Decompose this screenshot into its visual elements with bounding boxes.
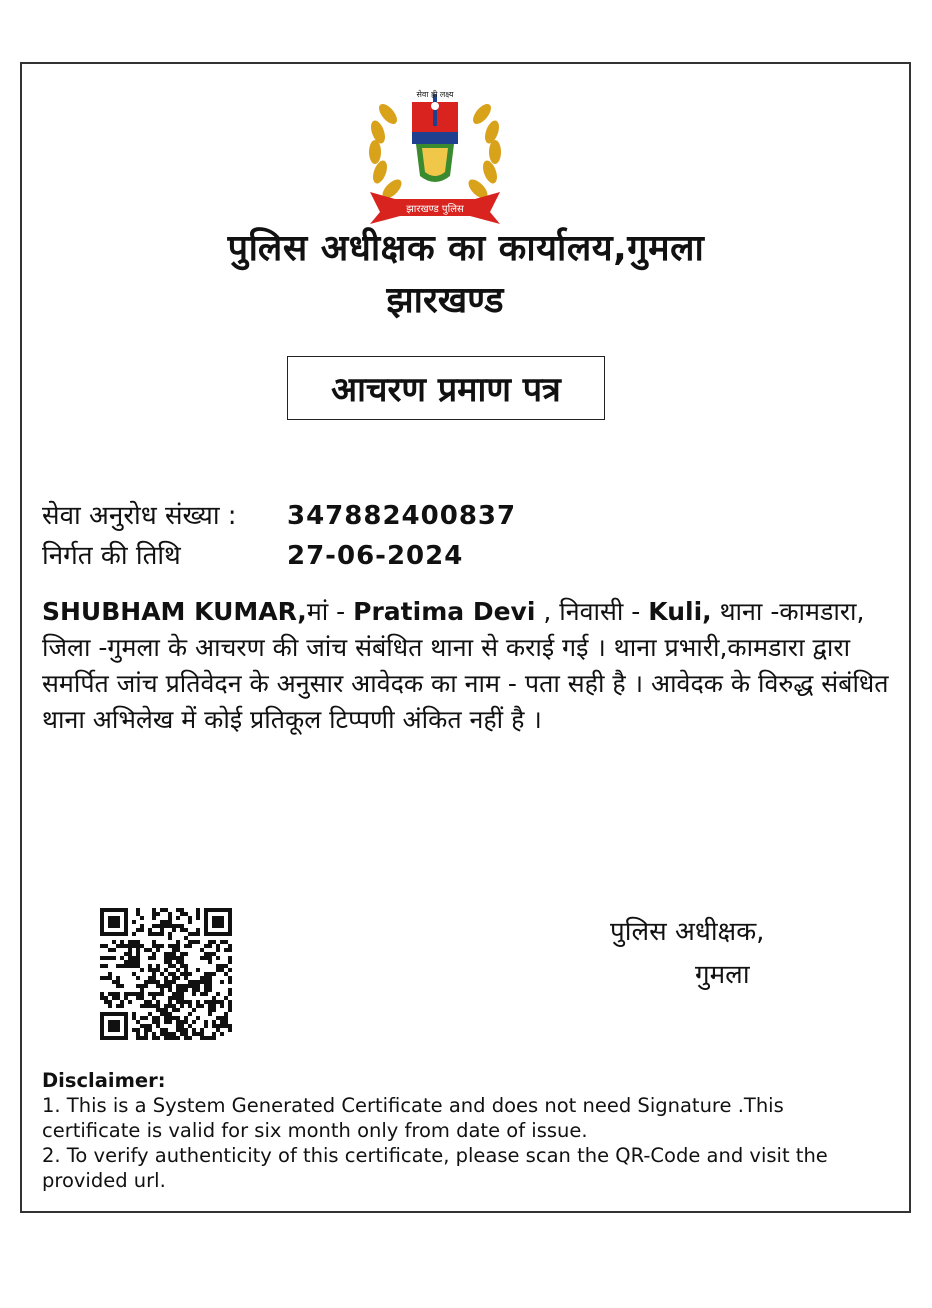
mother-label: मां - — [306, 597, 354, 626]
body-rest: थाना -कामडारा, जिला -गुमला के आचरण की जांच संबंधित थाना से कराई गई । थाना प्रभारी,कामडारा द्वारा समर्पित जांच प्रतिवेदन के अनुसार आवेदक का नाम - पता सही है । आवेदक के विरुद्ध संबंधित थाना अभिलेख में कोई प्रतिकूल टिप्पणी अंकित नहीं है । — [42, 597, 889, 734]
state-name: झारखण्ड — [386, 280, 504, 321]
mother-name: Pratima Devi — [353, 597, 536, 626]
verification-qr-code[interactable] — [100, 908, 232, 1040]
certificate-title — [287, 356, 605, 420]
disclaimer — [42, 1068, 882, 1193]
office-title: पुलिस अधीक्षक का कार्यालय,गुमला — [227, 228, 705, 269]
disclaimer-line-2: 2. To verify authenticity of this certificate, please scan the QR-Code and visit the provided url. — [42, 1144, 828, 1192]
resident-label: , निवासी - — [535, 597, 649, 626]
disclaimer-line-1: 1. This is a System Generated Certificate and does not need Signature .This certificate is valid for six month only from date of issue. — [42, 1094, 784, 1142]
village-name: Kuli, — [648, 597, 712, 626]
service-request-number: 347882400837 — [287, 501, 517, 531]
signatory-title: पुलिस अधीक्षक, — [610, 917, 765, 947]
issue-date-value: 27-06-2024 — [287, 541, 464, 571]
certificate-title-text: आचरण प्रमाण पत्र — [331, 370, 561, 410]
emblem-motto: सेवा ही लक्ष्य — [416, 90, 454, 99]
applicant-name: SHUBHAM KUMAR, — [42, 597, 307, 626]
signatory-district: गुमला — [695, 960, 750, 990]
issue-date-row — [42, 536, 463, 572]
service-request-row — [42, 496, 516, 532]
issue-date-label: निर्गत की तिथि — [42, 541, 181, 571]
certificate-body — [42, 594, 898, 738]
jharkhand-police-emblem — [350, 84, 520, 229]
emblem-ribbon-text: झारखण्ड पुलिस — [406, 204, 464, 215]
disclaimer-heading: Disclaimer: — [42, 1069, 166, 1092]
service-request-label: सेवा अनुरोध संख्या : — [42, 501, 237, 531]
